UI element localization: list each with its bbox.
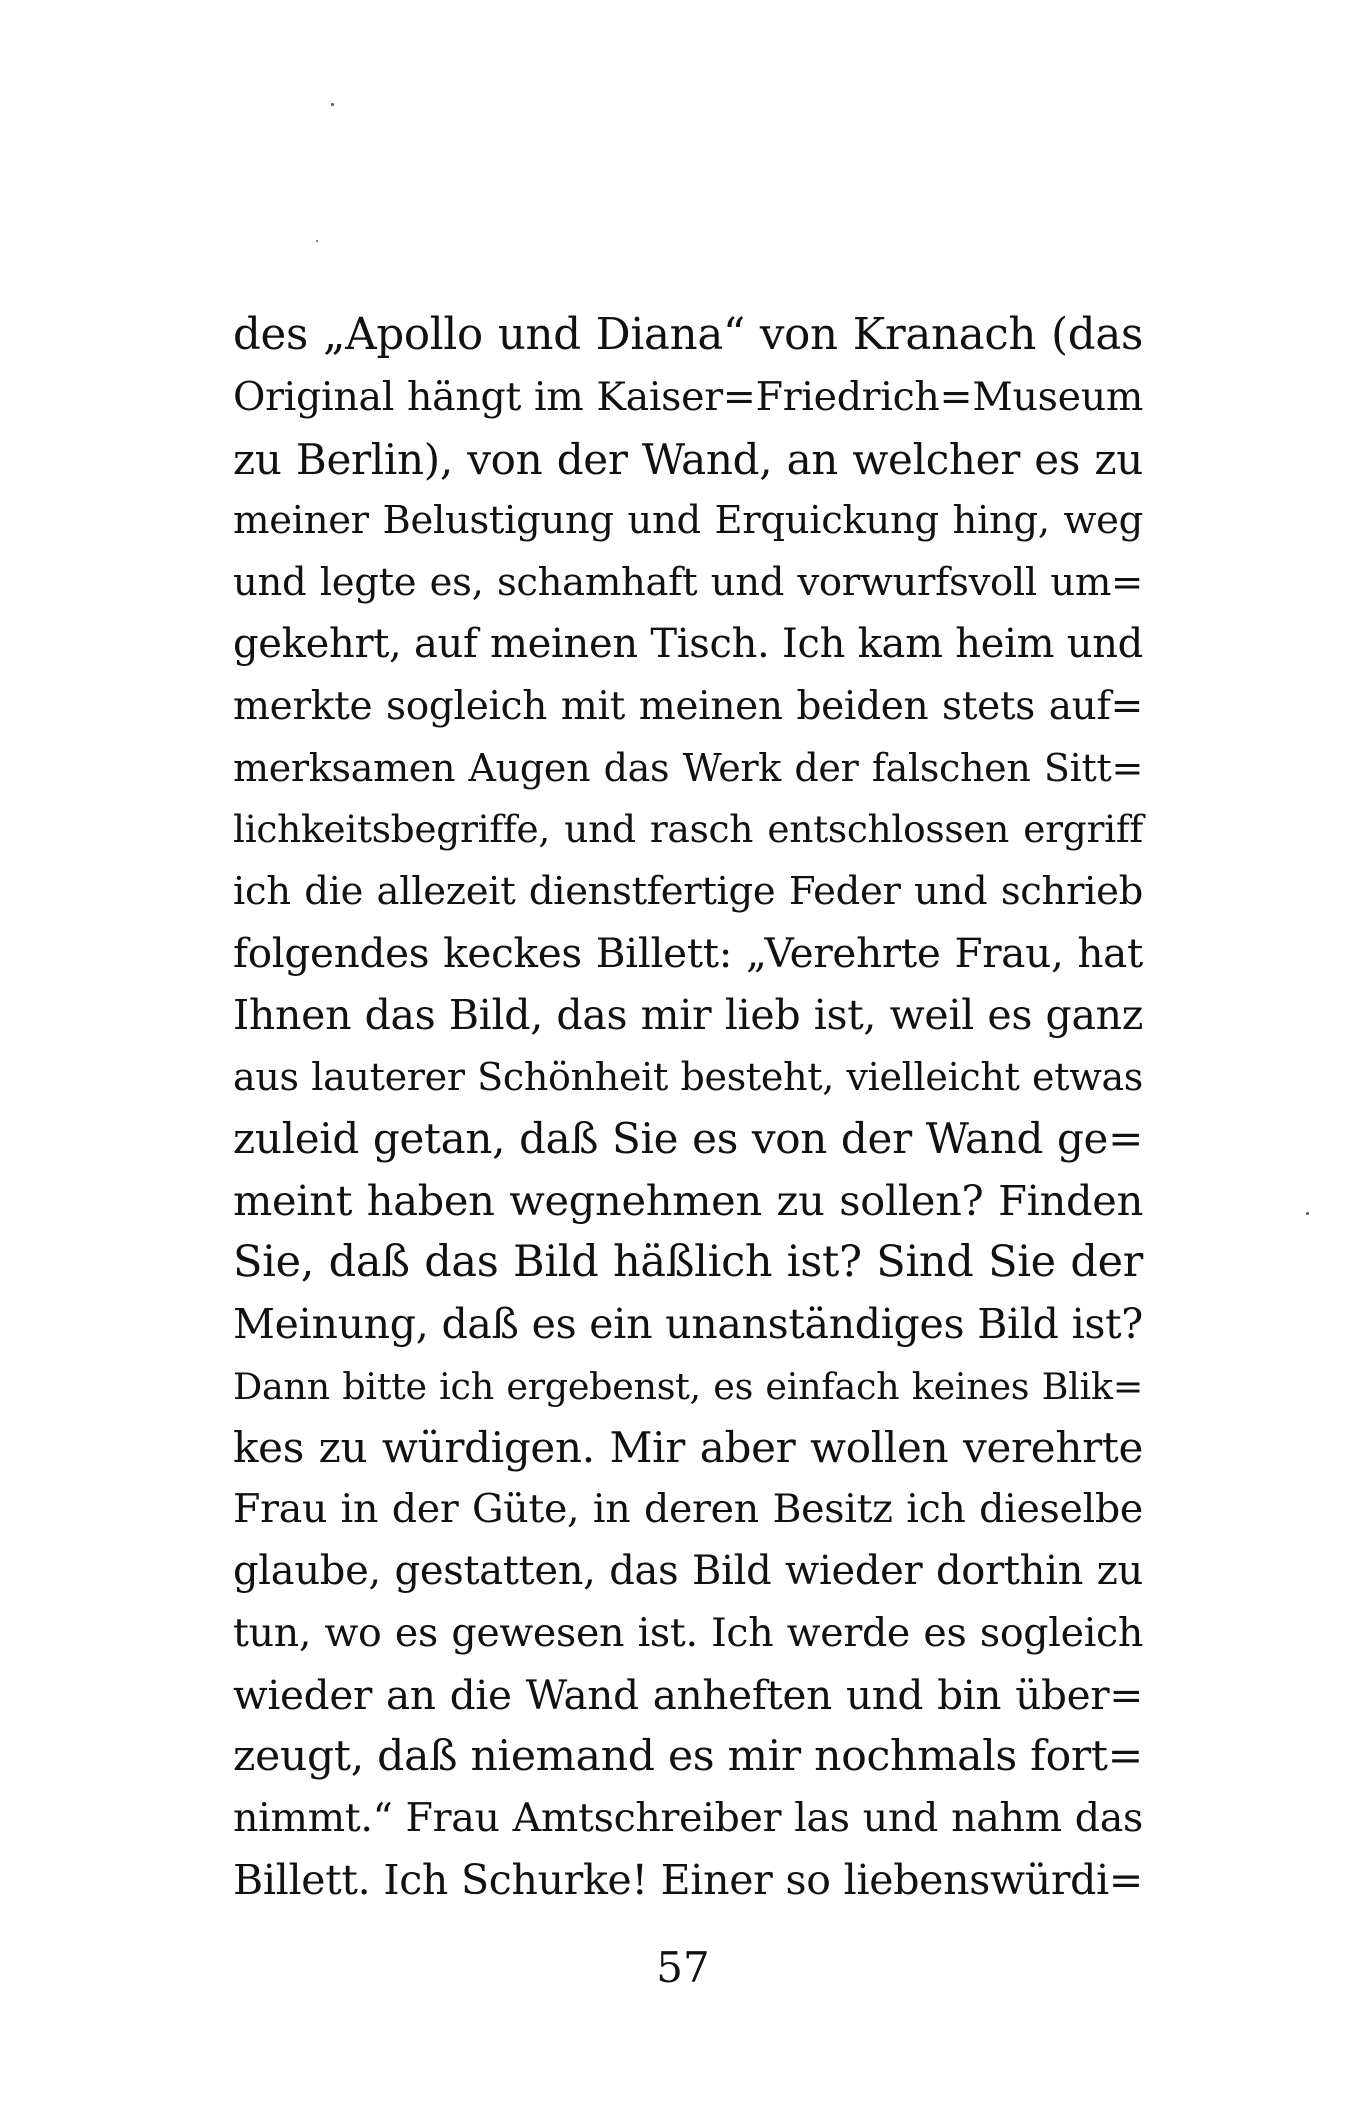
text-line: aus lauterer Schönheit besteht, vielleicht etwas — [233, 1054, 1143, 1099]
text-line: und legte es, schamhaft und vorwurfsvoll um= — [233, 560, 1143, 606]
page-number: 57 — [656, 1943, 710, 1992]
text-line: lichkeitsbegriffe, und rasch entschlossen ergriff — [233, 807, 1143, 852]
paper-speck — [316, 240, 318, 242]
text-line: Sie, daß das Bild häßlich ist? Sind Sie der — [233, 1236, 1143, 1287]
text-line: ich die allezeit dienstfertige Feder und schrieb — [233, 869, 1143, 915]
text-line: Frau in der Güte, in deren Besitz ich dieselbe — [233, 1486, 1143, 1533]
text-line: gekehrt, auf meinen Tisch. Ich kam heim und — [233, 620, 1143, 667]
paper-speck — [1306, 1212, 1309, 1215]
text-line: folgendes keckes Billett: „Verehrte Frau, hat — [233, 928, 1143, 977]
paper-speck — [331, 103, 334, 106]
text-line: Ihnen das Bild, das mir lieb ist, weil es ganz — [233, 990, 1143, 1039]
text-line: Meinung, daß es ein unanständiges Bild ist? — [233, 1299, 1143, 1348]
text-line: zu Berlin), von der Wand, an welcher es zu — [233, 434, 1143, 484]
text-line: meiner Belustigung und Erquickung hing, weg — [233, 498, 1143, 544]
text-line: tun, wo es gewesen ist. Ich werde es sogleich — [233, 1609, 1143, 1656]
text-line: Original hängt im Kaiser=Friedrich=Museum — [233, 373, 1143, 420]
text-line: meint haben wegnehmen zu sollen? Finden — [233, 1176, 1143, 1226]
body-text — [233, 305, 1143, 1912]
text-line: des „Apollo und Diana“ von Kranach (das — [233, 310, 1143, 360]
text-line: zeugt, daß niemand es mir nochmals fort= — [233, 1732, 1143, 1782]
text-line: merkte sogleich mit meinen beiden stets auf= — [233, 683, 1143, 729]
text-line: glaube, gestatten, das Bild wieder dorthin zu — [233, 1547, 1143, 1594]
text-line: kes zu würdigen. Mir aber wollen verehrte — [233, 1423, 1143, 1473]
text-line: Dann bitte ich ergebenst, es einfach keines Blik= — [233, 1364, 1143, 1408]
text-line: merksamen Augen das Werk der falschen Sitt= — [233, 745, 1143, 790]
text-line: nimmt.“ Frau Amtschreiber las und nahm das — [233, 1795, 1143, 1842]
text-line: Billett. Ich Schurke! Einer so liebenswürdi= — [233, 1855, 1143, 1904]
text-line: zuleid getan, daß Sie es von der Wand ge= — [233, 1114, 1143, 1164]
text-line: wieder an die Wand anheften und bin über= — [233, 1670, 1143, 1719]
